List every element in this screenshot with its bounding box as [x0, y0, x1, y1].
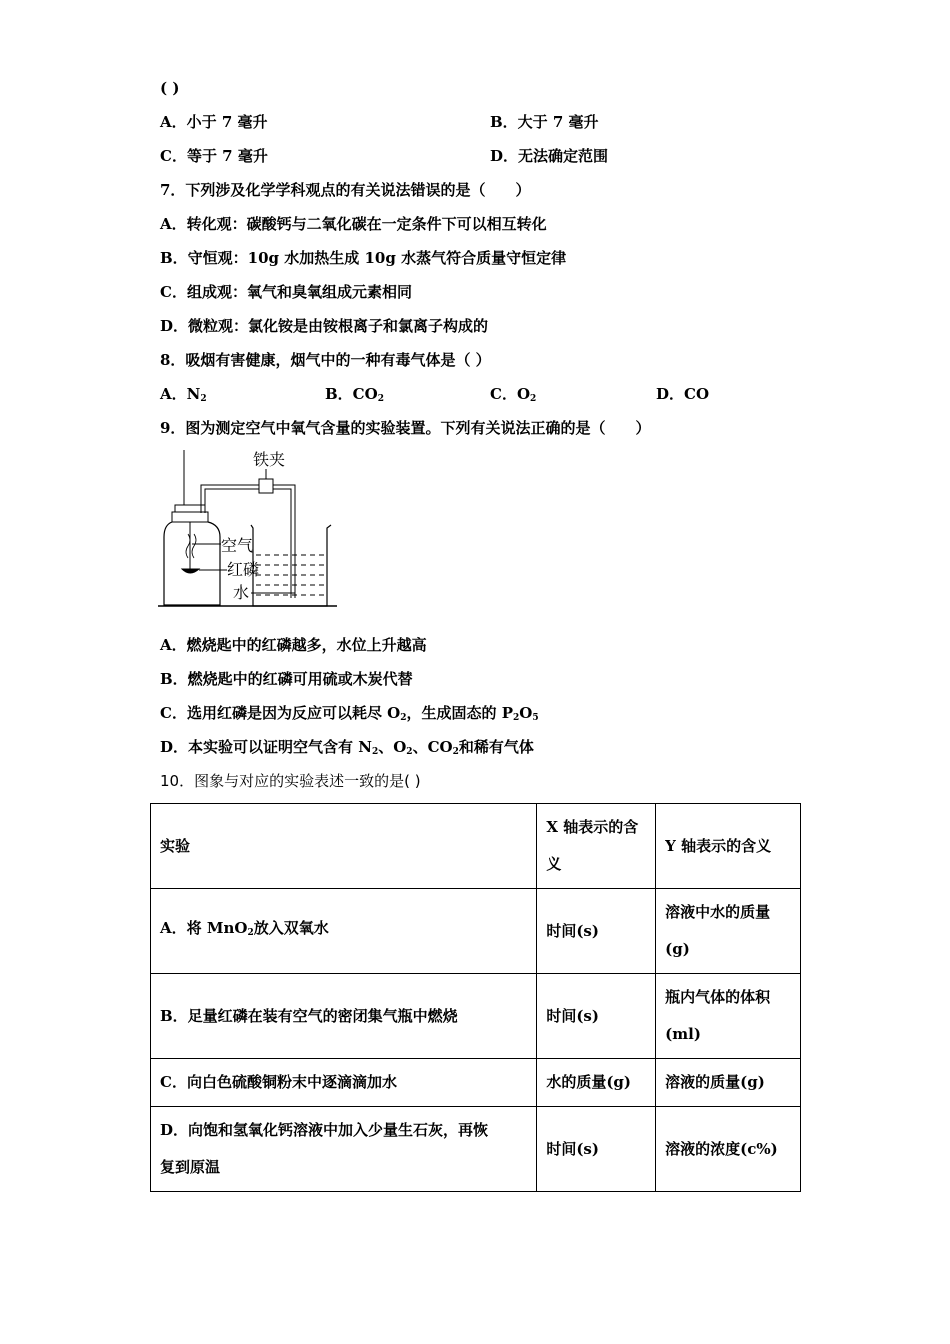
water-label: 水 — [233, 583, 250, 602]
q8-option-b: B．$CO_2$ — [325, 385, 384, 404]
row-a-x: 时间(s) — [537, 889, 656, 974]
row-b-experiment: B．足量红磷在装有空气的密闭集气瓶中燃烧 — [151, 974, 537, 1059]
air-label: 空气 — [221, 536, 254, 555]
q7-option-b: B．守恒观：10g 水加热生成 10g 水蒸气符合质量守恒定律 — [160, 249, 567, 267]
gas-bottle — [164, 522, 220, 605]
q10-table — [150, 803, 801, 1192]
clamp-label: 铁夹 — [253, 450, 286, 469]
q8-stem: 8．吸烟有害健康，烟气中的一种有毒气体是（ ） — [160, 351, 491, 369]
q8-option-a: A．$N_2$ — [160, 385, 207, 404]
table-row — [151, 889, 801, 974]
q10-stem: 10．图象与对应的实验表述一致的是( ) — [160, 772, 421, 790]
row-c-y: 溶液的质量(g) — [656, 1059, 801, 1107]
header-y-axis: Y 轴表示的含义 — [656, 804, 801, 889]
phosphorus-label: 红磷 — [227, 560, 260, 579]
row-b-x: 时间(s) — [537, 974, 656, 1059]
table-row — [151, 804, 801, 889]
table-row — [151, 974, 801, 1059]
q9-stem: 9．图为测定空气中氧气含量的实验装置。下列有关说法正确的是（ ） — [160, 419, 651, 437]
q7-option-a: A．转化观：碳酸钙与二氧化碳在一定条件下可以相互转化 — [160, 215, 547, 233]
q8-option-c: C．$O_2$ — [490, 385, 537, 404]
iron-clamp — [259, 479, 273, 493]
smoke — [192, 534, 196, 558]
q9-option-b: B．燃烧匙中的红磷可用硫或木炭代替 — [160, 670, 413, 688]
q9-option-d: D．本实验可以证明空气含有 $N_2$、$O_2$、$CO_2$和稀有气体 — [160, 738, 534, 757]
q6-paren: ( ) — [160, 79, 180, 97]
q6-option-b: B．大于 7 毫升 — [490, 113, 599, 131]
smoke — [186, 534, 190, 558]
q9-option-a: A．燃烧匙中的红磷越多，水位上升越高 — [160, 636, 427, 654]
row-c-x: 水的质量(g) — [537, 1059, 656, 1107]
table-row — [151, 1059, 801, 1107]
row-d-x: 时间(s) — [537, 1107, 656, 1192]
table-row — [151, 1107, 801, 1192]
header-x-axis: X 轴表示的含 义 — [537, 804, 656, 889]
header-experiment: 实验 — [151, 804, 537, 889]
q6-option-d: D．无法确定范围 — [490, 147, 609, 165]
row-d-y: 溶液的浓度(c%) — [656, 1107, 801, 1192]
q6-option-c: C．等于 7 毫升 — [160, 147, 268, 165]
row-b-y: 瓶内气体的体积 (ml) — [656, 974, 801, 1059]
q7-stem: 7．下列涉及化学学科观点的有关说法错误的是（ ） — [160, 181, 531, 199]
q6-option-a: A．小于 7 毫升 — [160, 113, 268, 131]
row-d-experiment: D．向饱和氢氧化钙溶液中加入少量生石灰，再恢 复到原温 — [151, 1107, 537, 1192]
stopper — [172, 512, 208, 522]
row-c-experiment: C．向白色硫酸铜粉末中逐滴滴加水 — [151, 1059, 537, 1107]
oxygen-experiment-figure — [155, 445, 345, 610]
q7-option-c: C．组成观：氧气和臭氧组成元素相同 — [160, 283, 412, 301]
q8-option-d: D．CO — [656, 385, 710, 403]
q7-option-d: D．微粒观：氯化铵是由铵根离子和氯离子构成的 — [160, 317, 489, 335]
row-a-experiment: A．将 MnO$_2$放入双氧水 — [151, 889, 537, 974]
q9-option-c: C．选用红磷是因为反应可以耗尽 $O_2$，生成固态的 $P_2O_5$ — [160, 704, 539, 723]
row-a-y: 溶液中水的质量 (g) — [656, 889, 801, 974]
combustion-spoon — [182, 569, 199, 573]
